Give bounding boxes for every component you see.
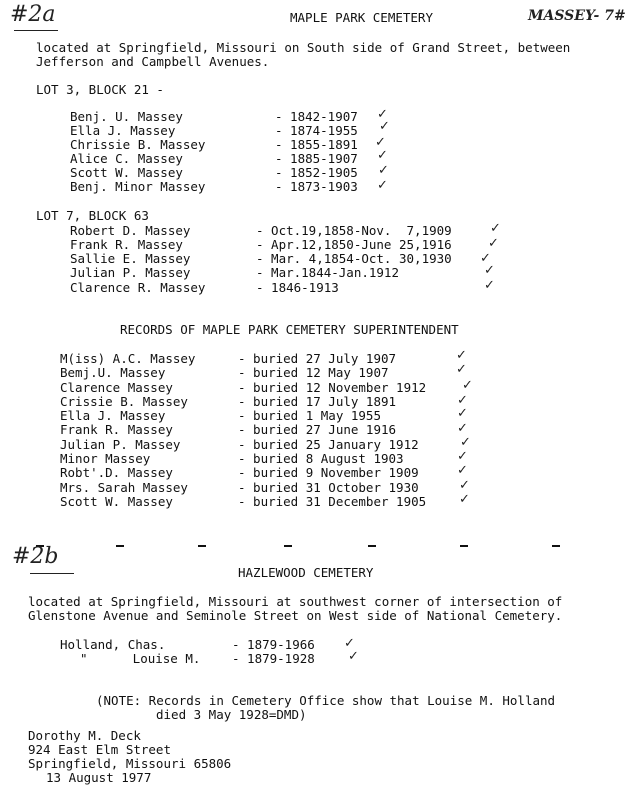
lot-7-block-63-heading: LOT 7, BLOCK 63 xyxy=(36,208,149,223)
separator-dash xyxy=(552,545,560,547)
section-b-handwritten-mark: #2b xyxy=(12,544,59,569)
list-item-burial: - buried 31 October 1930 xyxy=(238,480,419,495)
check-mark-icon: ✓ xyxy=(484,263,495,278)
list-item-name: Chrissie B. Massey xyxy=(70,137,206,152)
list-item-dates: - 1874-1955 xyxy=(275,123,358,138)
check-mark-icon: ✓ xyxy=(484,278,495,293)
check-mark-icon: ✓ xyxy=(490,221,501,236)
check-mark-icon: ✓ xyxy=(377,178,388,193)
list-item-name: Benj. U. Massey xyxy=(70,109,183,124)
check-mark-icon: ✓ xyxy=(457,421,468,436)
list-item-name: Mrs. Sarah Massey xyxy=(60,480,188,495)
section-a-handwritten-mark: #2a xyxy=(10,2,56,27)
note-line-2: died 3 May 1928=DMD) xyxy=(156,707,307,722)
list-item-dates: - Mar. 4,1854-Oct. 30,1930 xyxy=(256,251,452,266)
list-item-burial: - buried 31 December 1905 xyxy=(238,494,427,509)
list-item-burial: - buried 12 May 1907 xyxy=(238,365,389,380)
check-mark-icon: ✓ xyxy=(377,107,388,122)
lot-3-block-21-heading: LOT 3, BLOCK 21 - xyxy=(36,82,164,97)
list-item-name: Minor Massey xyxy=(60,451,151,466)
check-mark-icon: ✓ xyxy=(457,449,468,464)
separator-dash xyxy=(116,545,124,547)
list-item-name: Sallie E. Massey xyxy=(70,251,191,266)
list-item-dates: - Apr.12,1850-June 25,1916 xyxy=(256,237,452,252)
list-item-dates: - 1879-1928 xyxy=(232,651,315,666)
list-item-dates: - 1885-1907 xyxy=(275,151,358,166)
hazlewood-location-line-1: located at Springfield, Missouri at southwest corner of intersection of xyxy=(28,594,563,609)
check-mark-icon: ✓ xyxy=(378,163,389,178)
list-item-burial: - buried 12 November 1912 xyxy=(238,380,427,395)
hazlewood-title: HAZLEWOOD CEMETERY xyxy=(238,565,374,580)
separator-dash xyxy=(284,545,292,547)
records-heading: RECORDS OF MAPLE PARK CEMETERY SUPERINTENDENT xyxy=(120,322,459,337)
list-item-dates: - Mar.1844-Jan.1912 xyxy=(256,265,399,280)
check-mark-icon: ✓ xyxy=(344,636,355,651)
check-mark-icon: ✓ xyxy=(457,393,468,408)
list-item-name: Crissie B. Massey xyxy=(60,394,188,409)
list-item-dates: - 1873-1903 xyxy=(275,179,358,194)
top-right-handwritten-note: MASSEY- 7# xyxy=(528,8,626,24)
check-mark-icon: ✓ xyxy=(460,435,471,450)
list-item-name: Frank R. Massey xyxy=(70,237,183,252)
maple-park-location-line-2: Jefferson and Campbell Avenues. xyxy=(36,54,270,69)
section-a-mark-underline xyxy=(14,30,58,31)
note-line-1: (NOTE: Records in Cemetery Office show that Louise M. Holland xyxy=(96,693,556,708)
list-item-dates: - Oct.19,1858-Nov. 7,1909 xyxy=(256,223,452,238)
list-item-name: Frank R. Massey xyxy=(60,422,173,437)
list-item-name: Scott W. Massey xyxy=(70,165,183,180)
list-item-burial: - buried 9 November 1909 xyxy=(238,465,419,480)
list-item-name: Julian P. Massey xyxy=(70,265,191,280)
list-item-name: Holland, Chas. xyxy=(60,637,166,652)
list-item-name: Alice C. Massey xyxy=(70,151,183,166)
list-item-dates: - 1852-1905 xyxy=(275,165,358,180)
separator-dash xyxy=(368,545,376,547)
list-item-name: Julian P. Massey xyxy=(60,437,181,452)
list-item-burial: - buried 27 July 1907 xyxy=(238,351,397,366)
list-item-dates: - 1846-1913 xyxy=(256,280,339,295)
document-date: 13 August 1977 xyxy=(46,770,152,785)
check-mark-icon: ✓ xyxy=(459,492,470,507)
check-mark-icon: ✓ xyxy=(375,135,386,150)
hazlewood-location-line-2: Glenstone Avenue and Seminole Street on West side of National Cemetery. xyxy=(28,608,563,623)
check-mark-icon: ✓ xyxy=(456,348,467,363)
list-item-name: Clarence R. Massey xyxy=(70,280,206,295)
separator-dash xyxy=(460,545,468,547)
author-street: 924 East Elm Street xyxy=(28,742,171,757)
list-item-name: Robert D. Massey xyxy=(70,223,191,238)
check-mark-icon: ✓ xyxy=(377,148,388,163)
check-mark-icon: ✓ xyxy=(456,362,467,377)
list-item-name: Robt'.D. Massey xyxy=(60,465,173,480)
list-item-name: Clarence Massey xyxy=(60,380,173,395)
list-item-name: Ella J. Massey xyxy=(70,123,176,138)
author-city: Springfield, Missouri 65806 xyxy=(28,756,232,771)
check-mark-icon: ✓ xyxy=(462,378,473,393)
list-item-name: Ella J. Massey xyxy=(60,408,166,423)
list-item-burial: - buried 25 January 1912 xyxy=(238,437,419,452)
list-item-name: Bemj.U. Massey xyxy=(60,365,166,380)
check-mark-icon: ✓ xyxy=(348,649,359,664)
separator-dash xyxy=(198,545,206,547)
list-item-dates: - 1842-1907 xyxy=(275,109,358,124)
list-item-name: " Louise M. xyxy=(80,651,201,666)
check-mark-icon: ✓ xyxy=(457,463,468,478)
author-name: Dorothy M. Deck xyxy=(28,728,141,743)
list-item-dates: - 1855-1891 xyxy=(275,137,358,152)
check-mark-icon: ✓ xyxy=(457,406,468,421)
check-mark-icon: ✓ xyxy=(480,251,491,266)
list-item-burial: - buried 8 August 1903 xyxy=(238,451,404,466)
list-item-burial: - buried 27 June 1916 xyxy=(238,422,397,437)
check-mark-icon: ✓ xyxy=(459,478,470,493)
maple-park-title: MAPLE PARK CEMETERY xyxy=(290,10,433,25)
section-b-mark-underline xyxy=(30,573,74,574)
maple-park-location-line-1: located at Springfield, Missouri on South side of Grand Street, between xyxy=(36,40,571,55)
list-item-name: M(iss) A.C. Massey xyxy=(60,351,196,366)
list-item-burial: - buried 1 May 1955 xyxy=(238,408,381,423)
check-mark-icon: ✓ xyxy=(379,119,390,134)
list-item-name: Benj. Minor Massey xyxy=(70,179,206,194)
list-item-burial: - buried 17 July 1891 xyxy=(238,394,397,409)
list-item-dates: - 1879-1966 xyxy=(232,637,315,652)
check-mark-icon: ✓ xyxy=(488,236,499,251)
list-item-name: Scott W. Massey xyxy=(60,494,173,509)
